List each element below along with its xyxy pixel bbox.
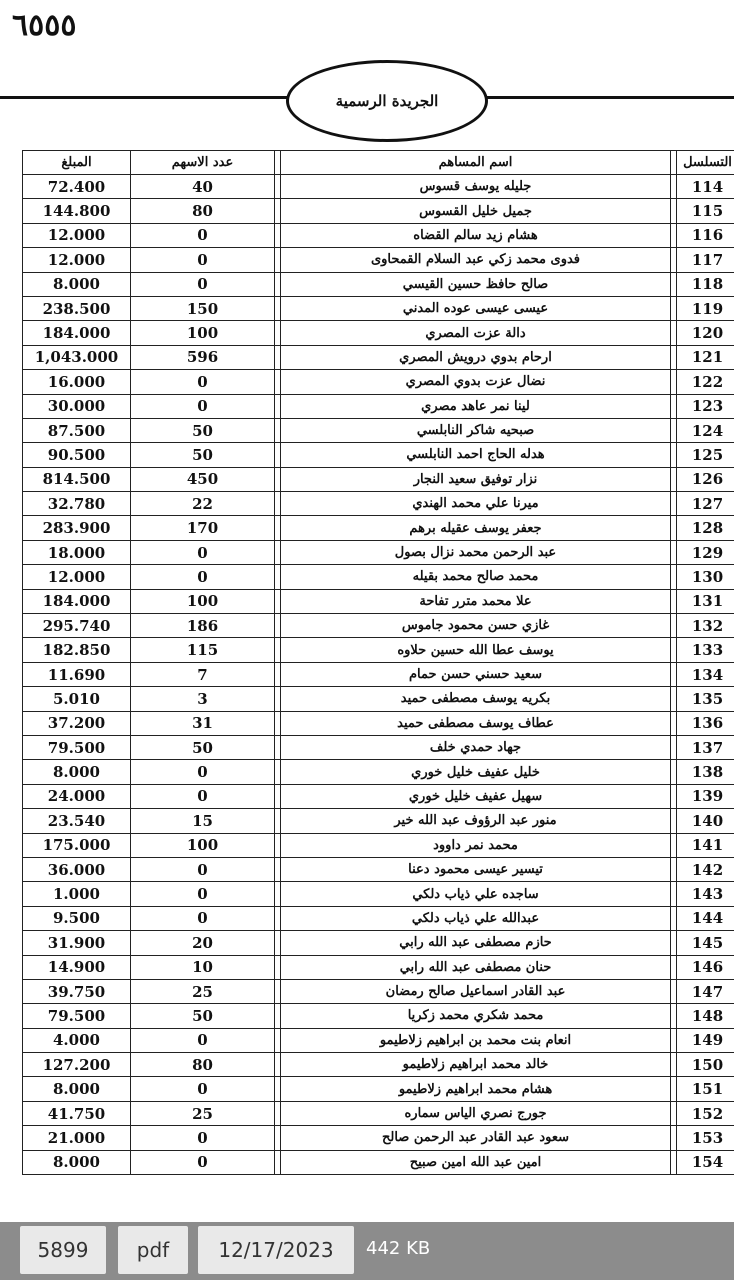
table-row	[23, 1004, 734, 1028]
row-shares: 0	[131, 1126, 275, 1150]
row-shares: 115	[131, 638, 275, 662]
table-row	[23, 662, 734, 686]
page-count-chip[interactable]	[20, 1226, 106, 1274]
header-shares: عدد الاسهم	[131, 151, 275, 175]
row-serial: 114	[677, 175, 734, 199]
row-shares: 50	[131, 443, 275, 467]
row-name: ساجده علي ذياب دلكي	[281, 882, 671, 906]
row-amount: 87.500	[23, 418, 131, 442]
table-row	[23, 882, 734, 906]
row-name: منور عبد الرؤوف عبد الله خير	[281, 809, 671, 833]
row-shares: 3	[131, 687, 275, 711]
page-count: 5899	[37, 1238, 89, 1262]
row-amount: 12.000	[23, 223, 131, 247]
row-amount: 37.200	[23, 711, 131, 735]
row-amount: 14.900	[23, 955, 131, 979]
row-shares: 150	[131, 296, 275, 320]
row-name: محمد نمر داوود	[281, 833, 671, 857]
row-shares: 25	[131, 1101, 275, 1125]
row-shares: 186	[131, 614, 275, 638]
row-name: غازي حسن محمود جاموس	[281, 614, 671, 638]
row-shares: 50	[131, 418, 275, 442]
row-shares: 450	[131, 467, 275, 491]
row-serial: 135	[677, 687, 734, 711]
row-name: نزار توفيق سعيد النجار	[281, 467, 671, 491]
row-serial: 129	[677, 540, 734, 564]
row-serial: 142	[677, 857, 734, 881]
table-row	[23, 979, 734, 1003]
row-serial: 144	[677, 906, 734, 930]
table-row	[23, 1077, 734, 1101]
row-serial: 121	[677, 345, 734, 369]
row-name: بكريه يوسف مصطفى حميد	[281, 687, 671, 711]
gazette-title: الجريدة الرسمية	[335, 92, 439, 110]
row-name: خالد محمد ابراهيم زلاطيمو	[281, 1053, 671, 1077]
table-row	[23, 955, 734, 979]
row-name: عيسى عيسى عوده المدني	[281, 296, 671, 320]
row-amount: 30.000	[23, 394, 131, 418]
row-serial: 146	[677, 955, 734, 979]
table-row	[23, 418, 734, 442]
row-serial: 115	[677, 199, 734, 223]
row-shares: 0	[131, 248, 275, 272]
row-serial: 126	[677, 467, 734, 491]
row-serial: 147	[677, 979, 734, 1003]
table-row	[23, 1126, 734, 1150]
row-amount: 814.500	[23, 467, 131, 491]
row-shares: 10	[131, 955, 275, 979]
table-row	[23, 687, 734, 711]
row-amount: 21.000	[23, 1126, 131, 1150]
row-shares: 0	[131, 1077, 275, 1101]
table-row	[23, 223, 734, 247]
row-amount: 182.850	[23, 638, 131, 662]
row-name: علا محمد مترر تفاحة	[281, 589, 671, 613]
row-amount: 127.200	[23, 1053, 131, 1077]
row-shares: 0	[131, 784, 275, 808]
row-name: دالة عزت المصري	[281, 321, 671, 345]
row-serial: 149	[677, 1028, 734, 1052]
row-serial: 117	[677, 248, 734, 272]
header-amount: المبلغ	[23, 151, 131, 175]
row-name: يوسف عطا الله حسين حلاوه	[281, 638, 671, 662]
row-amount: 144.800	[23, 199, 131, 223]
row-shares: 22	[131, 492, 275, 516]
row-amount: 36.000	[23, 857, 131, 881]
row-serial: 153	[677, 1126, 734, 1150]
row-amount: 12.000	[23, 248, 131, 272]
table-row	[23, 760, 734, 784]
row-amount: 12.000	[23, 565, 131, 589]
row-shares: 15	[131, 809, 275, 833]
row-serial: 143	[677, 882, 734, 906]
row-name: فدوى محمد زكي عبد السلام القمحاوى	[281, 248, 671, 272]
row-shares: 170	[131, 516, 275, 540]
row-amount: 9.500	[23, 906, 131, 930]
row-name: جعفر يوسف عقيله برهم	[281, 516, 671, 540]
row-shares: 100	[131, 833, 275, 857]
row-serial: 140	[677, 809, 734, 833]
row-amount: 184.000	[23, 321, 131, 345]
row-serial: 123	[677, 394, 734, 418]
row-amount: 90.500	[23, 443, 131, 467]
row-shares: 80	[131, 1053, 275, 1077]
row-amount: 24.000	[23, 784, 131, 808]
row-name: جورج نصري الياس سماره	[281, 1101, 671, 1125]
page-number: ٦٥٥٥	[12, 8, 77, 43]
row-shares: 0	[131, 223, 275, 247]
row-shares: 100	[131, 321, 275, 345]
row-serial: 136	[677, 711, 734, 735]
row-name: صالح حافظ حسين القيسي	[281, 272, 671, 296]
row-amount: 4.000	[23, 1028, 131, 1052]
row-shares: 0	[131, 906, 275, 930]
row-shares: 0	[131, 857, 275, 881]
table-row	[23, 175, 734, 199]
row-amount: 8.000	[23, 1150, 131, 1174]
row-name: هشام محمد ابراهيم زلاطيمو	[281, 1077, 671, 1101]
row-serial: 132	[677, 614, 734, 638]
table-row	[23, 296, 734, 320]
row-name: هشام زيد سالم القضاه	[281, 223, 671, 247]
row-shares: 0	[131, 1150, 275, 1174]
row-serial: 133	[677, 638, 734, 662]
row-amount: 184.000	[23, 589, 131, 613]
row-name: ميرنا علي محمد الهندي	[281, 492, 671, 516]
row-amount: 295.740	[23, 614, 131, 638]
row-shares: 0	[131, 565, 275, 589]
row-shares: 50	[131, 1004, 275, 1028]
table-row	[23, 321, 734, 345]
row-name: صبحيه شاكر النابلسي	[281, 418, 671, 442]
row-shares: 0	[131, 760, 275, 784]
row-amount: 23.540	[23, 809, 131, 833]
row-amount: 8.000	[23, 272, 131, 296]
row-shares: 0	[131, 272, 275, 296]
row-shares: 596	[131, 345, 275, 369]
row-amount: 11.690	[23, 662, 131, 686]
row-amount: 79.500	[23, 1004, 131, 1028]
row-serial: 137	[677, 735, 734, 759]
row-name: عبدالله علي ذياب دلكي	[281, 906, 671, 930]
row-name: سهيل عفيف خليل خوري	[281, 784, 671, 808]
row-serial: 151	[677, 1077, 734, 1101]
row-amount: 238.500	[23, 296, 131, 320]
row-shares: 7	[131, 662, 275, 686]
header-serial: التسلسل	[677, 151, 734, 175]
row-amount: 283.900	[23, 516, 131, 540]
table-row	[23, 1101, 734, 1125]
row-serial: 145	[677, 931, 734, 955]
table-row	[23, 906, 734, 930]
table-row	[23, 1053, 734, 1077]
row-name: عطاف يوسف مصطفى حميد	[281, 711, 671, 735]
row-shares: 25	[131, 979, 275, 1003]
table-row	[23, 638, 734, 662]
table-row	[23, 199, 734, 223]
row-serial: 141	[677, 833, 734, 857]
table-row	[23, 1150, 734, 1174]
row-serial: 139	[677, 784, 734, 808]
row-shares: 31	[131, 711, 275, 735]
row-name: حنان مصطفى عبد الله رابي	[281, 955, 671, 979]
row-name: جميل خليل القسوس	[281, 199, 671, 223]
row-serial: 152	[677, 1101, 734, 1125]
row-serial: 134	[677, 662, 734, 686]
table-row	[23, 467, 734, 491]
row-shares: 0	[131, 882, 275, 906]
table-row	[23, 565, 734, 589]
row-shares: 50	[131, 735, 275, 759]
table-row	[23, 492, 734, 516]
row-serial: 125	[677, 443, 734, 467]
table-row	[23, 614, 734, 638]
row-name: عبد الرحمن محمد نزال بصول	[281, 540, 671, 564]
table-row	[23, 1028, 734, 1052]
row-name: حازم مصطفى عبد الله رابي	[281, 931, 671, 955]
table-row	[23, 809, 734, 833]
table-row	[23, 248, 734, 272]
table-row	[23, 833, 734, 857]
row-shares: 0	[131, 370, 275, 394]
row-serial: 127	[677, 492, 734, 516]
row-shares: 0	[131, 1028, 275, 1052]
table-row	[23, 931, 734, 955]
row-shares: 100	[131, 589, 275, 613]
table-body	[23, 175, 734, 1175]
table-row	[23, 784, 734, 808]
shareholders-table	[22, 150, 734, 1175]
file-date: 12/17/2023	[218, 1238, 334, 1262]
row-serial: 138	[677, 760, 734, 784]
row-serial: 130	[677, 565, 734, 589]
header-name: اسم المساهم	[281, 151, 671, 175]
row-shares: 0	[131, 540, 275, 564]
row-serial: 131	[677, 589, 734, 613]
row-amount: 5.010	[23, 687, 131, 711]
gazette-title-oval	[286, 60, 488, 142]
table-row	[23, 540, 734, 564]
row-name: سعيد حسني حسن حمام	[281, 662, 671, 686]
row-amount: 8.000	[23, 1077, 131, 1101]
row-name: محمد صالح محمد بقيله	[281, 565, 671, 589]
row-amount: 16.000	[23, 370, 131, 394]
table-row	[23, 394, 734, 418]
row-serial: 122	[677, 370, 734, 394]
row-name: سعود عبد القادر عبد الرحمن صالح	[281, 1126, 671, 1150]
table-row	[23, 345, 734, 369]
row-name: تيسير عيسى محمود دعنا	[281, 857, 671, 881]
row-name: انعام بنت محمد بن ابراهيم زلاطيمو	[281, 1028, 671, 1052]
row-amount: 39.750	[23, 979, 131, 1003]
row-serial: 128	[677, 516, 734, 540]
row-name: محمد شكري محمد زكريا	[281, 1004, 671, 1028]
row-amount: 1,043.000	[23, 345, 131, 369]
row-name: خليل عفيف خليل خوري	[281, 760, 671, 784]
table-row	[23, 589, 734, 613]
row-name: جليله يوسف قسوس	[281, 175, 671, 199]
file-type: pdf	[136, 1238, 170, 1262]
row-name: امين عبد الله امين صبيح	[281, 1150, 671, 1174]
date-chip[interactable]	[198, 1226, 354, 1274]
file-type-chip[interactable]	[118, 1226, 188, 1274]
row-serial: 120	[677, 321, 734, 345]
row-name: لينا نمر عاهد مصري	[281, 394, 671, 418]
row-name: جهاد حمدي خلف	[281, 735, 671, 759]
row-shares: 20	[131, 931, 275, 955]
row-name: عبد القادر اسماعيل صالح رمضان	[281, 979, 671, 1003]
row-name: هدله الحاج احمد النابلسي	[281, 443, 671, 467]
row-amount: 72.400	[23, 175, 131, 199]
row-amount: 1.000	[23, 882, 131, 906]
row-shares: 80	[131, 199, 275, 223]
row-name: نضال عزت بدوي المصري	[281, 370, 671, 394]
row-amount: 175.000	[23, 833, 131, 857]
row-shares: 0	[131, 394, 275, 418]
row-serial: 116	[677, 223, 734, 247]
row-serial: 148	[677, 1004, 734, 1028]
row-serial: 154	[677, 1150, 734, 1174]
row-serial: 124	[677, 418, 734, 442]
row-amount: 41.750	[23, 1101, 131, 1125]
row-amount: 8.000	[23, 760, 131, 784]
table-header-row	[23, 151, 734, 175]
row-amount: 31.900	[23, 931, 131, 955]
row-serial: 150	[677, 1053, 734, 1077]
table-row	[23, 272, 734, 296]
row-serial: 118	[677, 272, 734, 296]
row-amount: 32.780	[23, 492, 131, 516]
table-row	[23, 370, 734, 394]
row-amount: 18.000	[23, 540, 131, 564]
table-row	[23, 443, 734, 467]
table-row	[23, 711, 734, 735]
table-row	[23, 735, 734, 759]
row-serial: 119	[677, 296, 734, 320]
table-row	[23, 857, 734, 881]
row-shares: 40	[131, 175, 275, 199]
file-size: 442 KB	[366, 1238, 431, 1259]
row-name: ارحام بدوي درويش المصري	[281, 345, 671, 369]
row-amount: 79.500	[23, 735, 131, 759]
table-row	[23, 516, 734, 540]
